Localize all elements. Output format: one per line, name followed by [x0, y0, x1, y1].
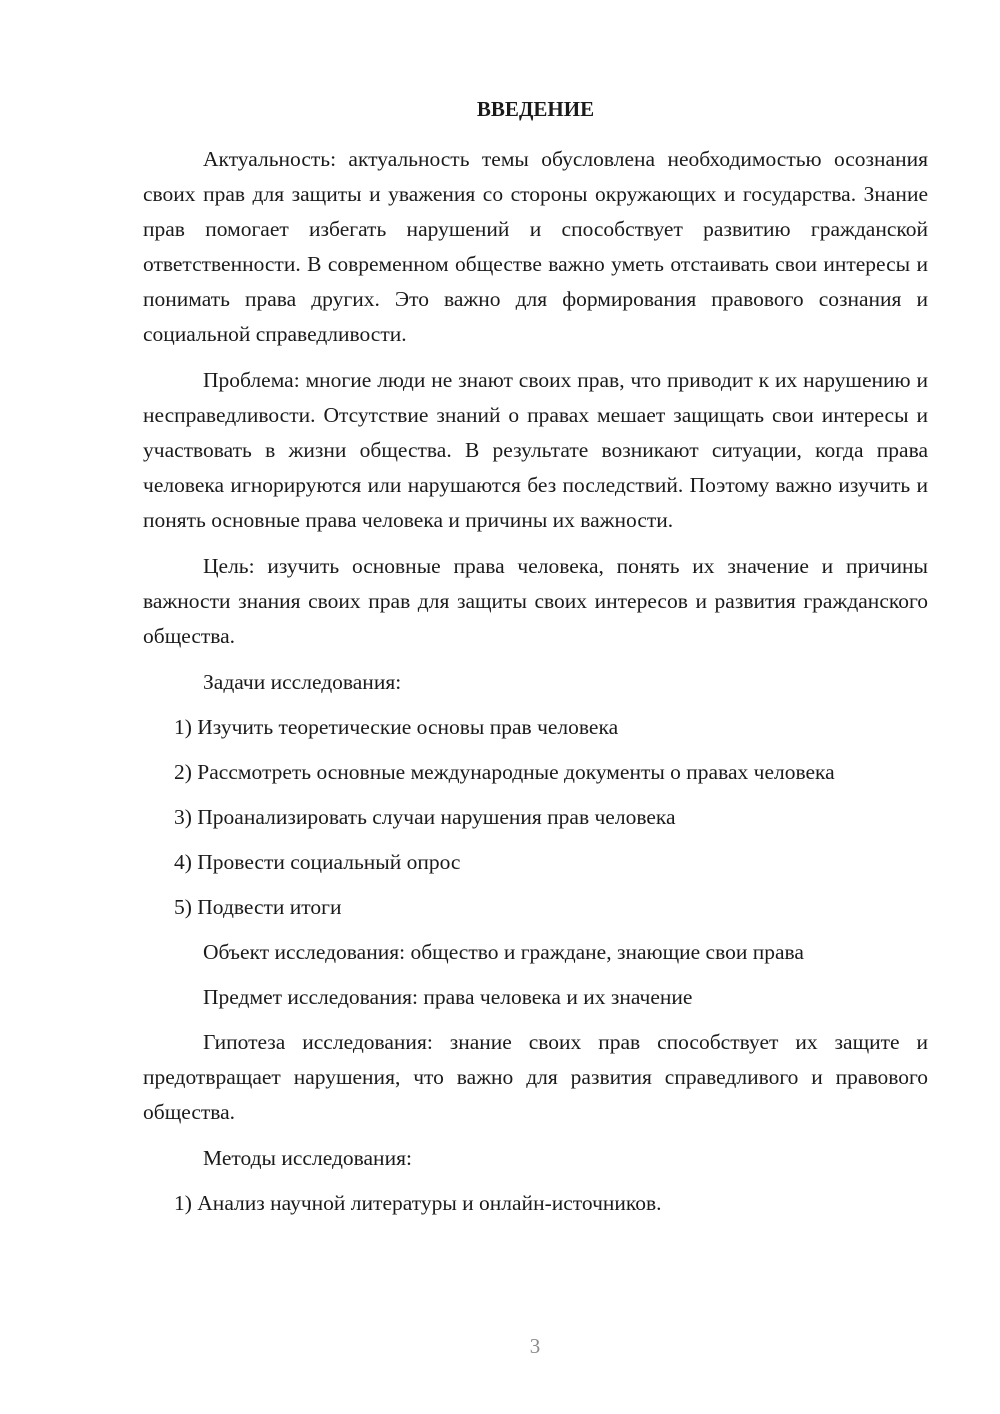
method-item: 1) Анализ научной литературы и онлайн-источников. [174, 1191, 662, 1215]
research-subject: Предмет исследования: права человека и их значение [203, 985, 693, 1009]
hypothesis-paragraph: Гипотеза исследования: знание своих прав способствует их защите и предотвращает нарушения, что важно для развития справедливого и правового общества. [143, 1030, 928, 1124]
task-item: 5) Подвести итоги [174, 895, 342, 919]
methods-heading: Методы исследования: [203, 1146, 412, 1170]
task-item: 2) Рассмотреть основные международные документы о правах человека [174, 760, 835, 784]
task-item: 1) Изучить теоретические основы прав человека [174, 715, 619, 739]
research-object: Объект исследования: общество и граждане, знающие свои права [203, 940, 804, 964]
page-number: 3 [529, 1334, 541, 1358]
problem-paragraph: Проблема: многие люди не знают своих прав, что приводит к их нарушению и несправедливости. Отсутствие знаний о правах мешает защищать свои интересы и участвовать в жизни общества. В результате возникают ситуации, когда права человека игнорируются или нарушаются без последствий. Поэтому важно изучить и понять основные права человека и причины их важности. [143, 368, 928, 532]
relevance-paragraph: Актуальность: актуальность темы обусловлена необходимостью осознания своих прав для защиты и уважения со стороны окружающих и государства. Знание прав помогает избегать нарушений и способствует развитию гражданской ответственности. В современном обществе важно уметь отстаивать свои интересы и понимать права других. Это важно для формирования правового сознания и социальной справедливости. [143, 147, 928, 346]
task-item: 3) Проанализировать случаи нарушения прав человека [174, 805, 676, 829]
task-item: 4) Провести социальный опрос [174, 850, 461, 874]
page-title: ВВЕДЕНИЕ [476, 97, 595, 121]
goal-paragraph: Цель: изучить основные права человека, понять их значение и причины важности знания своих прав для защиты своих интересов и развития гражданского общества. [143, 554, 928, 648]
document-page [143, 94, 928, 1231]
tasks-heading: Задачи исследования: [203, 670, 402, 694]
